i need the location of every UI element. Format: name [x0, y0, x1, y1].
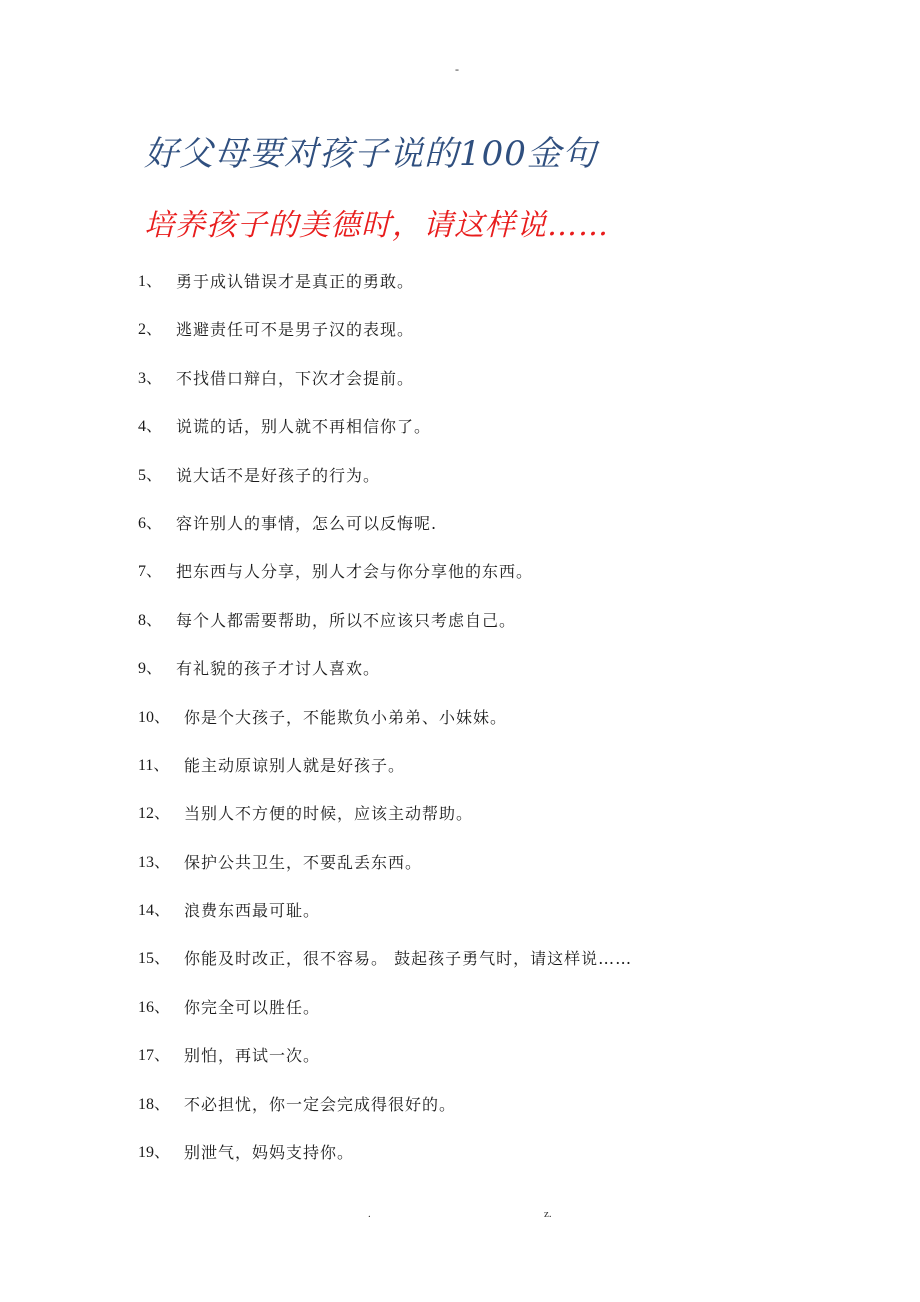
list-item [138, 318, 858, 366]
list-item [138, 270, 858, 318]
footer-mark-left: . [368, 1208, 371, 1220]
item-text: 容许别人的事情，怎么可以反悔呢. [176, 513, 438, 533]
item-text: 你能及时改正，很不容易。 鼓起孩子勇气时，请这样说…… [184, 949, 633, 969]
item-number: 9、 [138, 660, 163, 678]
item-number: 19、 [138, 1144, 171, 1162]
list-item [138, 415, 858, 463]
list-item [138, 996, 858, 1044]
list-item [138, 1044, 858, 1092]
list-item [138, 1141, 858, 1189]
item-number: 14、 [138, 902, 171, 920]
item-number: 16、 [138, 998, 171, 1016]
item-text: 别泄气，妈妈支持你。 [184, 1143, 355, 1163]
list-item [138, 706, 858, 754]
item-text: 每个人都需要帮助，所以不应该只考虑自己。 [176, 610, 517, 630]
item-text: 说谎的话，别人就不再相信你了。 [176, 417, 432, 437]
list-item [138, 899, 858, 947]
item-number: 17、 [138, 1047, 171, 1065]
section-subtitle: 培养孩子的美德时，请这样说…… [144, 208, 609, 243]
item-text: 逃避责任可不是男子汉的表现。 [176, 320, 415, 340]
item-text: 说大话不是好孩子的行为。 [176, 465, 381, 485]
item-text: 能主动原谅别人就是好孩子。 [184, 755, 406, 775]
item-number: 1、 [138, 273, 163, 290]
item-number: 10、 [138, 708, 171, 726]
list-item [138, 464, 858, 512]
item-text: 不找借口辩白，下次才会提前。 [176, 368, 415, 388]
sayings-list [138, 270, 858, 1189]
item-number: 11、 [138, 756, 170, 774]
item-number: 8、 [138, 611, 163, 629]
footer-mark-right: z. [544, 1208, 552, 1220]
item-text: 别怕，再试一次。 [184, 1046, 321, 1066]
item-number: 5、 [138, 466, 163, 484]
item-number: 6、 [138, 514, 163, 532]
document-title: 好父母要对孩子说的100金句 [144, 134, 597, 174]
item-number: 18、 [138, 1095, 171, 1113]
item-text: 你是个大孩子，不能欺负小弟弟、小妹妹。 [184, 707, 508, 727]
list-item [138, 560, 858, 608]
list-item [138, 1093, 858, 1141]
list-item [138, 657, 858, 705]
item-text: 不必担忧，你一定会完成得很好的。 [184, 1094, 457, 1114]
item-text: 有礼貌的孩子才讨人喜欢。 [176, 659, 381, 679]
list-item [138, 802, 858, 850]
item-text: 把东西与人分享，别人才会与你分享他的东西。 [176, 562, 534, 582]
page-header-mark: - [455, 62, 459, 76]
item-number: 7、 [138, 563, 163, 581]
item-number: 12、 [138, 805, 171, 823]
list-item [138, 512, 858, 560]
list-item [138, 947, 858, 995]
item-text: 保护公共卫生，不要乱丢东西。 [184, 852, 423, 872]
item-text: 浪费东西最可耻。 [184, 901, 321, 921]
item-number: 13、 [138, 853, 171, 871]
item-text: 当别人不方便的时候，应该主动帮助。 [184, 804, 474, 824]
list-item [138, 851, 858, 899]
item-text: 勇于成认错误才是真正的勇敢。 [176, 272, 415, 291]
list-item [138, 754, 858, 802]
item-text: 你完全可以胜任。 [184, 997, 321, 1017]
list-item [138, 609, 858, 657]
item-number: 3、 [138, 369, 163, 387]
list-item [138, 367, 858, 415]
item-number: 4、 [138, 418, 163, 436]
item-number: 15、 [138, 950, 171, 968]
item-number: 2、 [138, 321, 163, 339]
